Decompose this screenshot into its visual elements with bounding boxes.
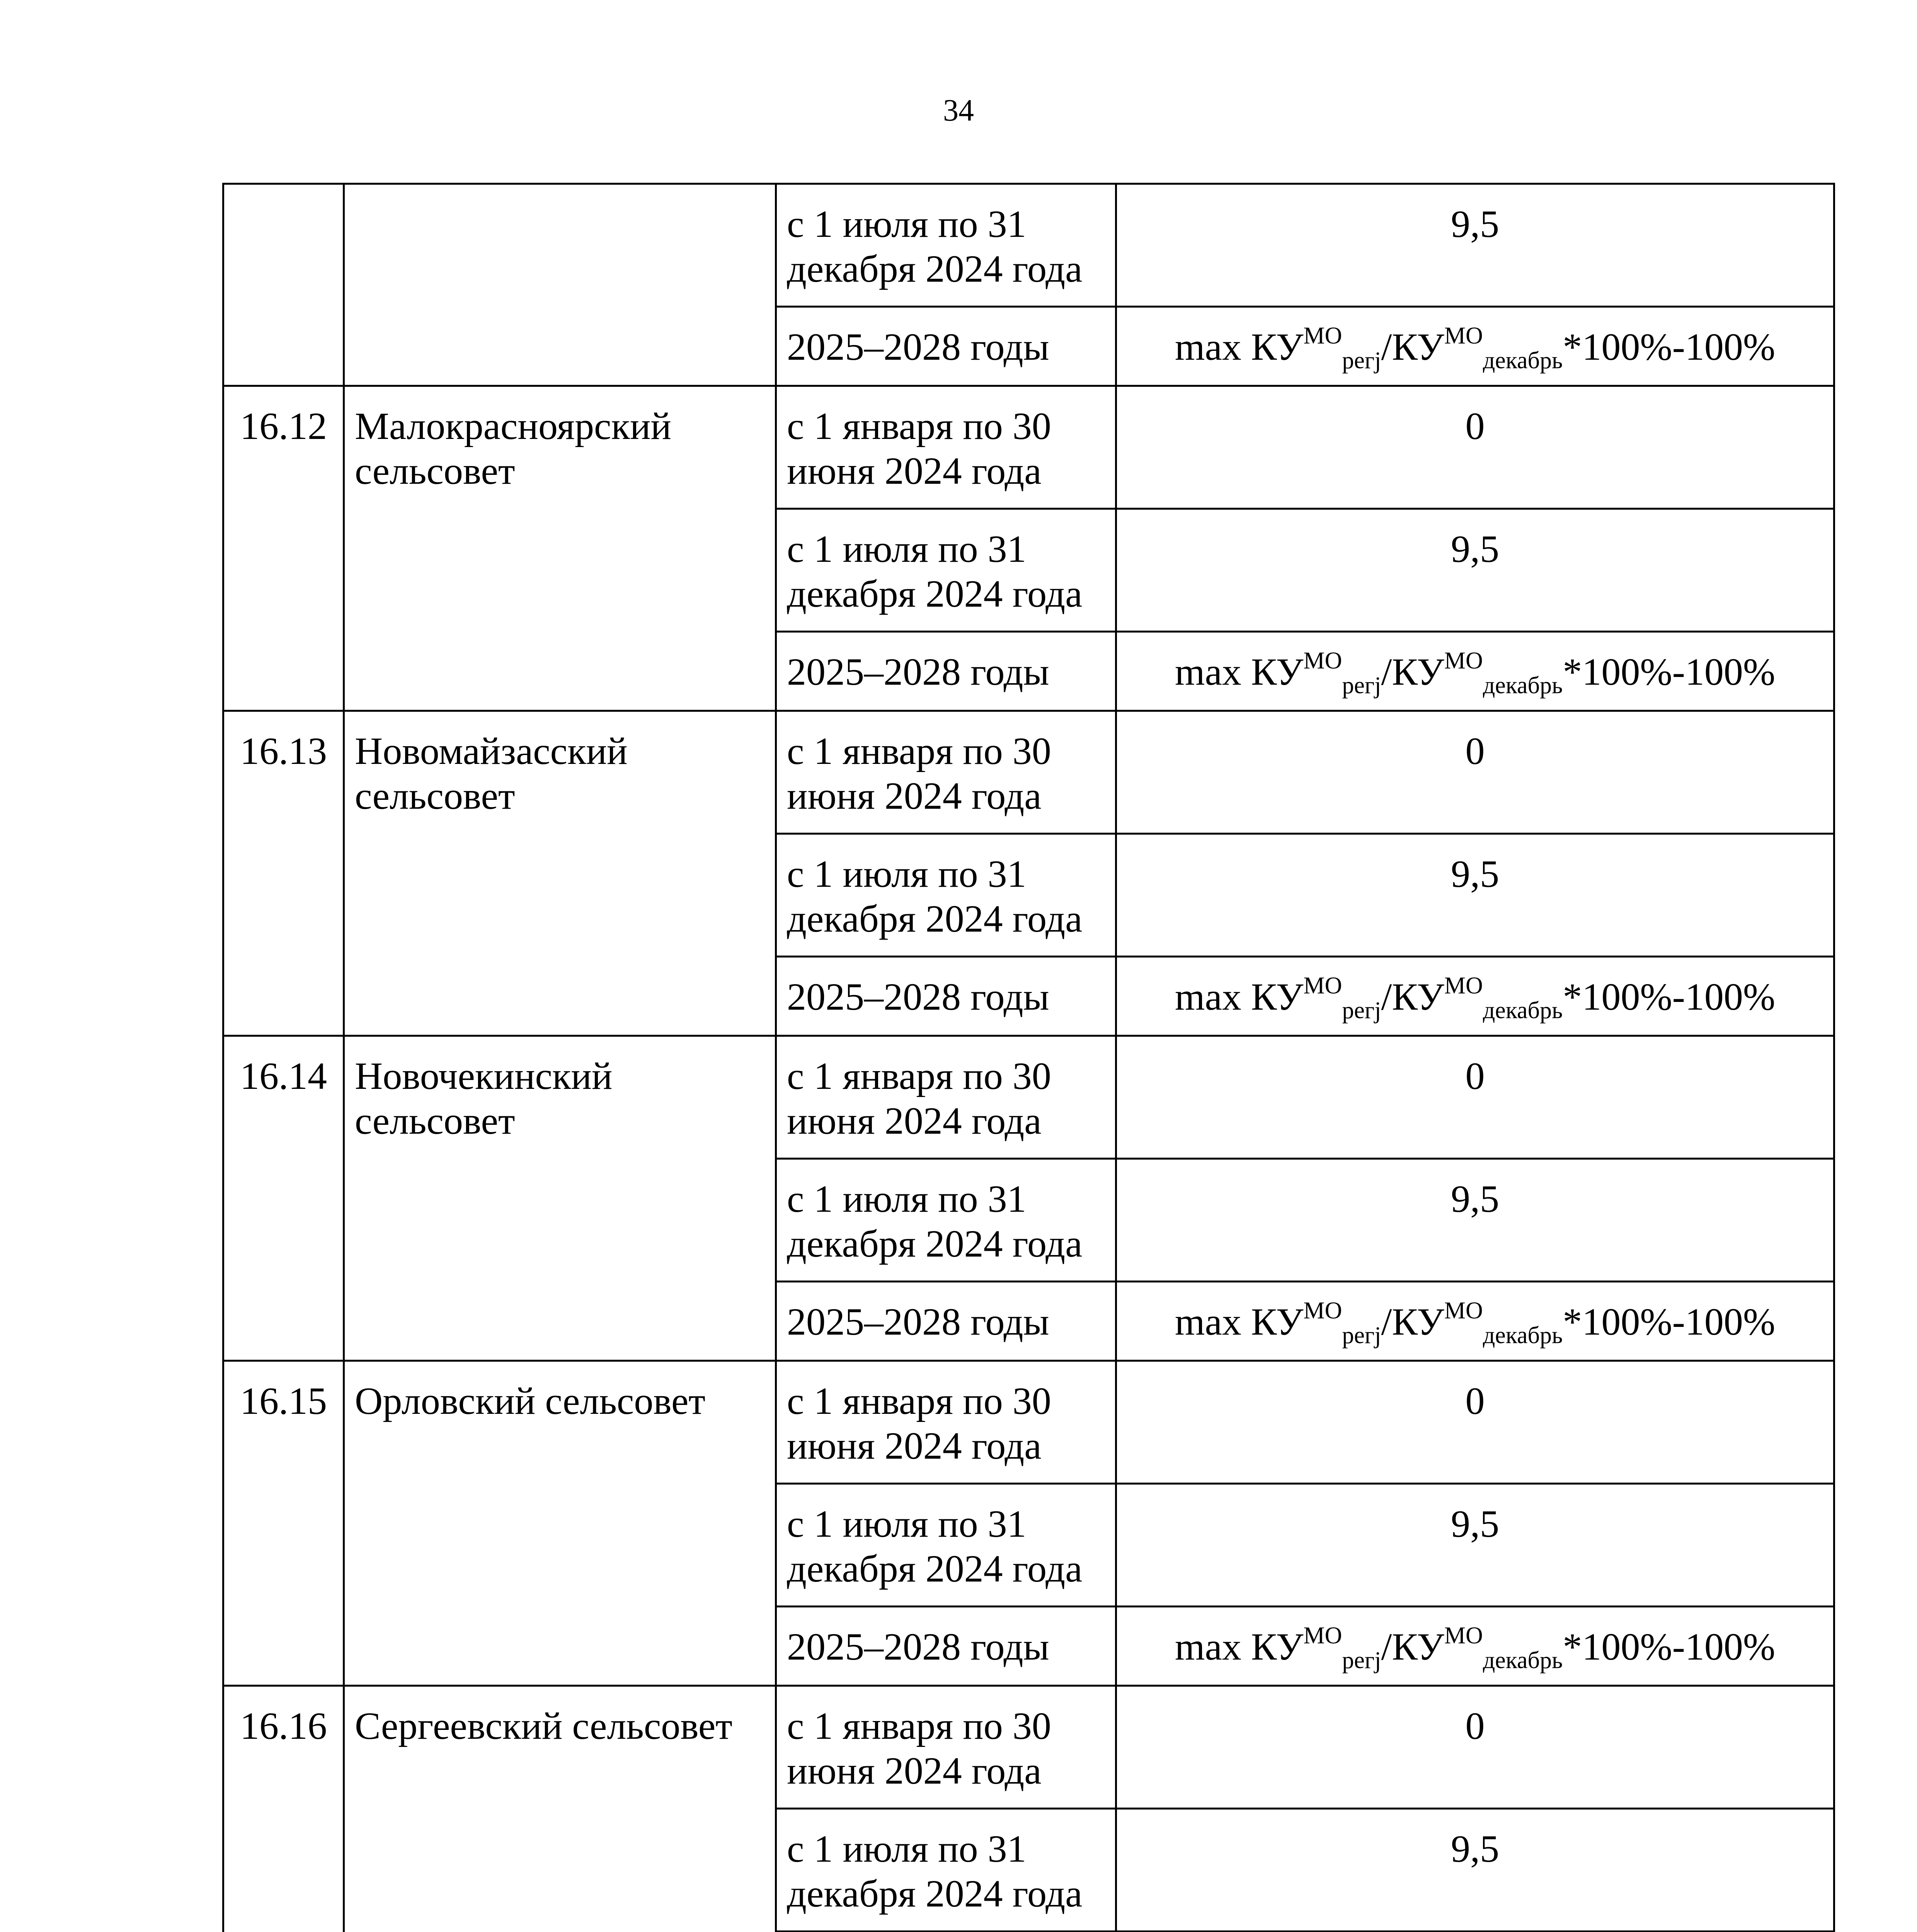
period-cell: 2025–2028 годы — [776, 307, 1116, 386]
formula-prefix: max КУ — [1175, 1300, 1304, 1343]
formula-superscript: МО — [1444, 1298, 1483, 1324]
row-number-cell: 16.13 — [223, 711, 344, 1036]
formula-superscript: МО — [1444, 323, 1483, 349]
period-cell: с 1 июля по 31 декабря 2024 года — [776, 1159, 1116, 1282]
table-row — [223, 184, 1834, 307]
value-cell: 0 — [1116, 386, 1834, 509]
formula-cell — [1116, 632, 1834, 711]
value-cell: 0 — [1116, 1361, 1834, 1484]
period-cell: с 1 января по 30 июня 2024 года — [776, 1036, 1116, 1159]
period-cell: 2025–2028 годы — [776, 1607, 1116, 1686]
value-cell: 9,5 — [1116, 509, 1834, 632]
formula-suffix: *100%-100% — [1563, 325, 1776, 368]
value-cell: 9,5 — [1116, 1809, 1834, 1932]
period-cell: с 1 июля по 31 декабря 2024 года — [776, 509, 1116, 632]
formula-divider: /КУ — [1381, 975, 1444, 1018]
settlement-name-cell: Сергеевский сельсовет — [344, 1686, 776, 1932]
row-number-cell: 16.12 — [223, 386, 344, 711]
formula-subscript: декабрь — [1483, 672, 1563, 699]
value-cell: 0 — [1116, 711, 1834, 834]
period-cell: с 1 января по 30 июня 2024 года — [776, 386, 1116, 509]
formula-divider: /КУ — [1381, 1300, 1444, 1343]
formula-cell — [1116, 307, 1834, 386]
formula-subscript: регj — [1342, 672, 1381, 699]
table-row — [223, 1036, 1834, 1159]
formula-cell — [1116, 957, 1834, 1036]
period-cell: с 1 июля по 31 декабря 2024 года — [776, 834, 1116, 957]
period-cell: с 1 июля по 31 декабря 2024 года — [776, 1809, 1116, 1932]
period-cell: с 1 января по 30 июня 2024 года — [776, 1361, 1116, 1484]
formula-superscript: МО — [1444, 648, 1483, 674]
formula-superscript: МО — [1303, 1622, 1342, 1649]
row-number-cell — [223, 184, 344, 386]
period-cell: с 1 июля по 31 декабря 2024 года — [776, 1484, 1116, 1607]
settlement-name-cell: Новочекинский сельсовет — [344, 1036, 776, 1361]
settlement-name-cell: Орловский сельсовет — [344, 1361, 776, 1686]
period-cell: с 1 января по 30 июня 2024 года — [776, 1686, 1116, 1809]
value-cell: 0 — [1116, 1036, 1834, 1159]
formula-prefix: max КУ — [1175, 1625, 1304, 1668]
formula-subscript: декабрь — [1483, 1647, 1563, 1673]
page-number: 34 — [943, 94, 974, 128]
settlement-name-cell: Новомайзасский сельсовет — [344, 711, 776, 1036]
row-number-cell: 16.15 — [223, 1361, 344, 1686]
row-number-cell: 16.16 — [223, 1686, 344, 1932]
formula-prefix: max КУ — [1175, 650, 1304, 693]
formula-subscript: регj — [1342, 1647, 1381, 1673]
formula-divider: /КУ — [1381, 1625, 1444, 1668]
period-cell: 2025–2028 годы — [776, 957, 1116, 1036]
period-cell: с 1 января по 30 июня 2024 года — [776, 711, 1116, 834]
formula-cell — [1116, 1282, 1834, 1361]
formula-suffix: *100%-100% — [1563, 650, 1776, 693]
table-row — [223, 711, 1834, 834]
formula-suffix: *100%-100% — [1563, 975, 1776, 1018]
formula-subscript: декабрь — [1483, 997, 1563, 1024]
formula-superscript: МО — [1444, 1622, 1483, 1649]
formula-cell — [1116, 1607, 1834, 1686]
period-cell: с 1 июля по 31 декабря 2024 года — [776, 184, 1116, 307]
formula-prefix: max КУ — [1175, 975, 1304, 1018]
value-cell: 0 — [1116, 1686, 1834, 1809]
value-cell: 9,5 — [1116, 184, 1834, 307]
table-row — [223, 1686, 1834, 1809]
formula-divider: /КУ — [1381, 650, 1444, 693]
formula-subscript: регj — [1342, 347, 1381, 374]
formula-subscript: декабрь — [1483, 347, 1563, 374]
formula-superscript: МО — [1303, 648, 1342, 674]
table-row — [223, 386, 1834, 509]
value-cell: 9,5 — [1116, 834, 1834, 957]
period-cell: 2025–2028 годы — [776, 632, 1116, 711]
settlement-name-cell — [344, 184, 776, 386]
settlement-name-cell: Малокрасноярский сельсовет — [344, 386, 776, 711]
formula-subscript: декабрь — [1483, 1322, 1563, 1349]
table-row — [223, 1361, 1834, 1484]
formula-superscript: МО — [1303, 1298, 1342, 1324]
formula-suffix: *100%-100% — [1563, 1625, 1776, 1668]
value-cell: 9,5 — [1116, 1484, 1834, 1607]
formula-subscript: регj — [1342, 997, 1381, 1024]
formula-superscript: МО — [1303, 973, 1342, 999]
formula-superscript: МО — [1444, 973, 1483, 999]
formula-divider: /КУ — [1381, 325, 1444, 368]
formula-suffix: *100%-100% — [1563, 1300, 1776, 1343]
tariff-table — [222, 183, 1835, 1932]
period-cell: 2025–2028 годы — [776, 1282, 1116, 1361]
formula-subscript: регj — [1342, 1322, 1381, 1349]
value-cell: 9,5 — [1116, 1159, 1834, 1282]
formula-superscript: МО — [1303, 323, 1342, 349]
row-number-cell: 16.14 — [223, 1036, 344, 1361]
formula-prefix: max КУ — [1175, 325, 1304, 368]
